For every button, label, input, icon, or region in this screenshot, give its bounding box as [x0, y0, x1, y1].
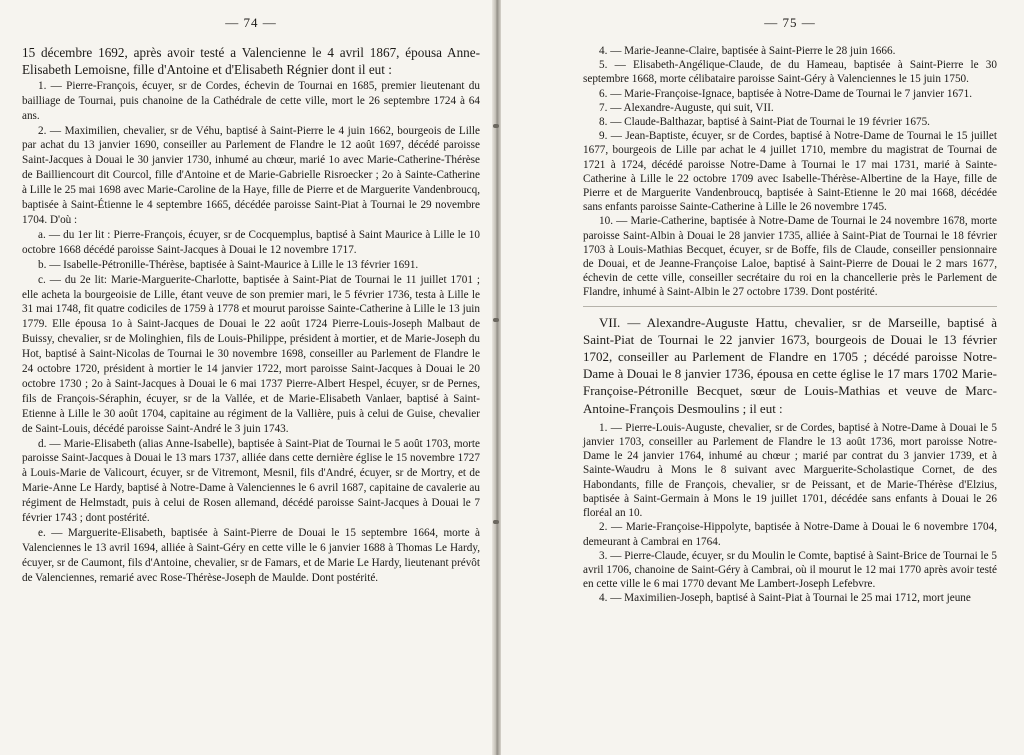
page-body: [22, 44, 480, 586]
page-body: [583, 44, 997, 606]
paragraph: 4. — Maximilien-Joseph, baptisé à Saint-Piat à Tournai le 25 mai 1712, mort jeune: [599, 592, 971, 605]
paragraph: 9. — Jean-Baptiste, écuyer, sr de Cordes, baptisé à Notre-Dame de Tournai le 15 juillet 1677, bourgeois de Lille par achat le 4 juillet 1710, membre du magistrat de Tournai de 1721 à 1724, décédé paroisse Notre-Dame à Tournai le 17 mai 1731, marié à Sainte-Catherine à Lille le 22 octobre 1709 avec Isabelle-Thérèse-Albertine de la Haye, fille de Pierre et de Marguerite Vandenbroucq, baptisée à Saint-Etienne le 20 mai 1668, décédée sans enfants paroisse Sainte-Catherine à Lille le 26 novembre 1745.: [583, 130, 997, 214]
paragraph: b. — Isabelle-Pétronille-Thérèse, baptisée à Saint-Maurice à Lille le 13 février 1691.: [38, 258, 419, 271]
paragraph: a. — du 1er lit : Pierre-François, écuyer, sr de Cocquemplus, baptisé à Saint Maurice à Lille le 10 octobre 1668 décédé paroisse Saint-Jacques à Douai le 12 novembre 1717.: [22, 228, 480, 256]
page-number: — 74 —: [225, 15, 277, 30]
section-heading-paragraph: VII. — Alexandre-Auguste Hattu, chevalier, sr de Marseille, baptisé à Saint-Piat de Tournai le 22 janvier 1673, bourgeois de Douai le 13 février 1702, conseiller au Parlement de Flandre en 1705 ; décédé paroisse Notre-Dame à Douai le 8 janvier 1736, épousa en cette église le 17 mars 1702 Marie-Françoise-Pétronille Becquet, sœur de Louis-Mathias et veuve de Marc-Antoine-François Desmoulins ; il eut :: [583, 314, 997, 416]
paragraph: 3. — Pierre-Claude, écuyer, sr du Moulin le Comte, baptisé à Saint-Brice de Tournai le 5 avril 1706, chanoine de Saint-Géry à Cambrai, où il mourut le 12 mai 1770 après avoir testé en cette ville le 6 mai 1770 devant Me Lambert-Joseph Lefebvre.: [583, 549, 997, 591]
binding-mark: [493, 318, 499, 322]
section-separator: [583, 306, 997, 307]
binding-mark: [493, 124, 499, 128]
page-number: — 75 —: [764, 15, 816, 30]
paragraph: 6. — Marie-Françoise-Ignace, baptisée à Notre-Dame de Tournai le 7 janvier 1671.: [599, 87, 973, 100]
paragraph: 15 décembre 1692, après avoir testé a Valencienne le 4 avril 1867, épousa Anne-Elisabeth Lemoisne, fille d'Antoine et d'Elisabeth Régnier dont il eut :: [22, 45, 480, 78]
right-page: [583, 14, 997, 606]
paragraph: 2. — Marie-Françoise-Hippolyte, baptisée à Notre-Dame à Douai le 6 novembre 1704, demeurant à Cambrai en 1764.: [583, 521, 997, 548]
paragraph: 7. — Alexandre-Auguste, qui suit, VII.: [599, 101, 774, 114]
paragraph: 1. — Pierre-Louis-Auguste, chevalier, sr de Cordes, baptisé à Notre-Dame à Douai le 5 janvier 1703, conseiller au Parlement de Flandre le 13 août 1736, mort paroisse Notre-Dame le 24 janvier 1764, inhumé au chœur ; marié par contrat du 3 janvier 1739, et à Sainte-Waudru à Mons le 8 suivant avec Marguerite-Scholastique Cornet, de des Habondants, fille de François, chevalier, sr de Peissant, et de Marie-Thérèse d'Elzius, baptisée à Saint-Germain à Mons le 19 juillet 1701, décédée sans enfants à Douai le 26 floréal an 10.: [583, 421, 997, 520]
paragraph: 10. — Marie-Catherine, baptisée à Notre-Dame de Tournai le 24 novembre 1678, morte paroisse Saint-Albin à Douai le 28 janvier 1735, alliée à Saint-Piat de Tournai le 18 février 1703 à Louis-Mathias Becquet, écuyer, sr de Boffe, fils de Claude, conseiller pensionnaire de Douai, et de Jeanne-Françoise Laloe, baptisé à Saint-Pierre de Douai le 2 mars 1677, échevin de cette ville, conseiller secrétaire du roi en la chancellerie près le Parlement de Flandre, inhumé à Saint-Albin le 27 octobre 1739. Dont postérité.: [583, 215, 997, 299]
paragraph: c. — du 2e lit: Marie-Marguerite-Charlotte, baptisée à Saint-Piat de Tournai le 11 juillet 1701 ; elle acheta la bourgeoisie de Lille, étant veuve de son premier mari, le 5 février 1736, testa à Lille le 31 mai 1748, fit quatre codiciles de 1759 à 1778 et mourut paroisse Sainte-Catherine à Lille le 13 juin 1779. Elle épousa 1o à Saint-Jacques de Douai le 22 août 1724 Pierre-Louis-Joseph Malbaut de Buissy, chevalier, sr de Molinghien, fils de Louis-Philippe, président à mortier, et de Marie-Joseph du Hot, baptisé à Saint-Nicolas de Tournai le 30 novembre 1698, conseiller au Parlement de Flandre le 24 octobre 1720, président à mortier le 14 janvier 1722, mort paroisse Saint-Jacques à Douai le 20 octobre 1730 ; 2o à Saint-Jacques à Douai le 6 mai 1737 Pierre-Albert Hespel, écuyer, sr de Pernes, fils de François-Séraphin, écuyer, sr de la Vallée, et de Marie-Elisabeth Vanlaer, baptisé à Saint-Etienne à Lille le 30 août 1704, capitaine au régiment de la Vallière, puis à celui de Guise, chevalier de Saint-Louis, décédé paroisse Saint-André le 3 juin 1743.: [22, 273, 480, 435]
left-page: [22, 14, 480, 586]
paragraph: 2. — Maximilien, chevalier, sr de Véhu, baptisé à Saint-Pierre le 4 juin 1662, bourgeois de Lille par achat du 13 janvier 1690, conseiller au Parlement de Flandre le 12 août 1697, décédé paroisse Saint-Jacques à Douai le 30 janvier 1730, inhumé au chœur, marié 1o avec Marie-Catherine-Thérèse de Bailliencourt dit Courcol, fille d'Antoine et de Marie-Gabrielle Risroecker ; 2o à Sainte-Catherine à Lille le 25 mai 1698 avec Marie-Caroline de la Haye, fille de Pierre et de Marguerite Vandenbroucq, baptisée à Saint-Étienne le 4 septembre 1665, décédée paroisse Saint-Piat à Tournai le 29 novembre 1704. D'où :: [22, 124, 480, 226]
paragraph: 8. — Claude-Balthazar, baptisé à Saint-Piat de Tournai le 19 février 1675.: [599, 116, 930, 129]
paragraph: 1. — Pierre-François, écuyer, sr de Cordes, échevin de Tournai en 1685, premier lieutenant du bailliage de Tournai, puis chanoine de la Cathédrale de cette ville, mort le 26 septembre 1724 à 64 ans.: [22, 79, 480, 122]
paragraph: 4. — Marie-Jeanne-Claire, baptisée à Saint-Pierre le 28 juin 1666.: [599, 45, 896, 57]
paragraph: 5. — Elisabeth-Angélique-Claude, de du Hameau, baptisée à Saint-Pierre le 30 septembre 1668, morte célibataire paroisse Saint-Géry à Valenciennes le 15 juin 1750.: [583, 59, 997, 86]
paragraph: d. — Marie-Elisabeth (alias Anne-Isabelle), baptisée à Saint-Piat de Tournai le 5 août 1703, morte paroisse Saint-Jacques à Douai le 13 mars 1737, alliée dans cette dernière église le 15 novembre 1727 à Louis-Marie de Valicourt, écuyer, sr de Vitremont, Mesnil, fils d'André, écuyer, sr de Mortry, et de Marie-Anne Le Hardy, baptisé à Notre-Dame à Valenciennes le 6 avril 1687, capitaine de cavalerie au régiment de Helmstadt, puis à celui de Rosen allemand, décédé paroisse Saint-Jacques à Douai le 7 février 1743 ; dont postérité.: [22, 437, 480, 525]
paragraph: e. — Marguerite-Elisabeth, baptisée à Saint-Pierre de Douai le 15 septembre 1664, morte à Valenciennes le 13 avril 1694, alliée à Saint-Géry en cette ville le 6 janvier 1688 à Thomas Le Hardy, écuyer, sr de Caumont, fils d'Antoine, chevalier, sr de Famars, et de Marie Le Hardy, lieutenant prévôt de Valenciennes, remarié avec Rose-Thérèse-Joseph de Maulde. Dont postérité.: [22, 527, 480, 584]
binding-mark: [493, 520, 499, 524]
book-gutter: [492, 0, 501, 755]
